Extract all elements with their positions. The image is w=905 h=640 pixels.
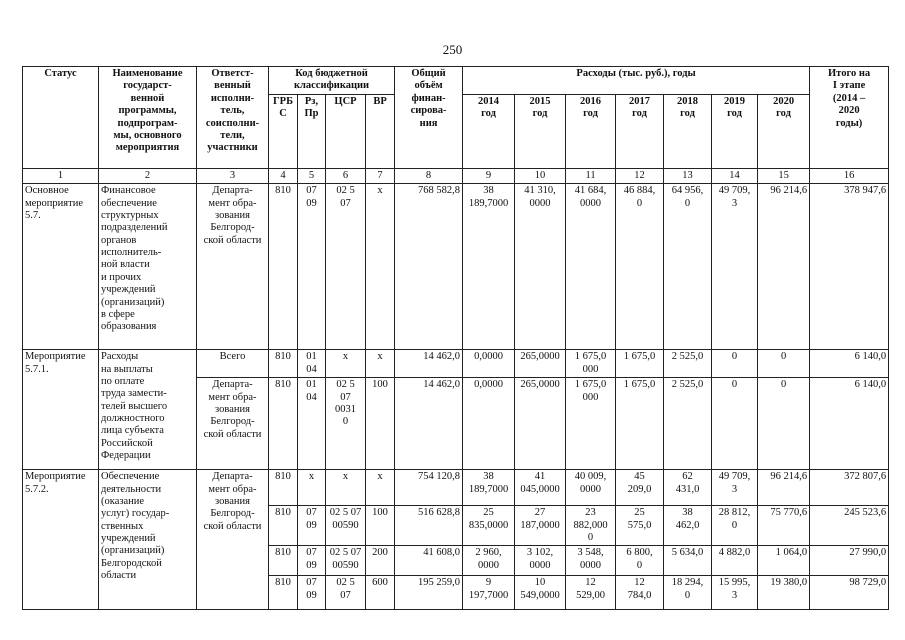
cell-total: 768 582,8 [395,184,463,350]
cell-2018: 64 956, 0 [664,184,712,350]
header-responsible: Ответст- венный исполни- тель, соисполни- тели, участники [197,67,269,169]
header-name: Наименование государст- венной программы, подпрограм- мы, основного мероприятия [99,67,197,169]
col-number: 2 [99,168,197,183]
col-number: 16 [810,168,889,183]
col-number: 4 [269,168,298,183]
cell-2019: 4 882,0 [712,546,758,576]
cell-2017: 45 209,0 [616,470,664,506]
header-rzpr: Рз, Пр [298,94,326,168]
cell-2017: 1 675,0 [616,350,664,378]
cell-rzpr: 07 09 [298,184,326,350]
page-number: 250 [442,42,463,57]
cell-2016: 23 882,000 0 [566,506,616,546]
header-grbs: ГРБ С [269,94,298,168]
cell-csr: 02 5 07 [326,184,366,350]
row-name: Финансовое обеспечение структурных подразделений органов исполнитель- ной власти и прочих учреждений (организаций) в сфере образования [99,184,197,350]
header-2014: 2014 год [463,94,515,168]
cell-stage-total: 6 140,0 [810,378,889,470]
row-responsible: Всего [197,350,269,378]
cell-total: 14 462,0 [395,350,463,378]
cell-2020: 96 214,6 [758,184,810,350]
cell-stage-total: 98 729,0 [810,576,889,610]
header-2016: 2016 год [566,94,616,168]
cell-grbs: 810 [269,350,298,378]
col-number: 12 [616,168,664,183]
cell-2019: 49 709, 3 [712,184,758,350]
cell-2015: 265,0000 [515,378,566,470]
cell-rzpr: 07 09 [298,546,326,576]
header-expenses: Расходы (тыс. руб.), годы [463,67,810,95]
cell-2020: 75 770,6 [758,506,810,546]
cell-vr: 600 [366,576,395,610]
cell-vr: х [366,470,395,506]
col-number: 11 [566,168,616,183]
col-number: 13 [664,168,712,183]
table-row [23,470,889,506]
row-status: Основное мероприятие 5.7. [23,184,99,350]
cell-csr: х [326,470,366,506]
cell-rzpr: х [298,470,326,506]
cell-2018: 38 462,0 [664,506,712,546]
cell-grbs: 810 [269,576,298,610]
header-2015: 2015 год [515,94,566,168]
cell-stage-total: 6 140,0 [810,350,889,378]
cell-2014: 38 189,7000 [463,470,515,506]
cell-2014: 0,0000 [463,378,515,470]
row-responsible: Департа- мент обра- зования Белгород- ской области [197,470,269,610]
cell-2016: 40 009, 0000 [566,470,616,506]
cell-2014: 0,0000 [463,350,515,378]
cell-csr: 02 5 07 00590 [326,506,366,546]
header-csr: ЦСР [326,94,366,168]
col-number: 14 [712,168,758,183]
col-number: 1 [23,168,99,183]
cell-grbs: 810 [269,378,298,470]
col-number: 10 [515,168,566,183]
header-budget-code: Код бюджетной классификации [269,67,395,95]
cell-vr: 200 [366,546,395,576]
cell-rzpr: 07 09 [298,576,326,610]
cell-2015: 10 549,0000 [515,576,566,610]
col-number: 15 [758,168,810,183]
cell-2019: 0 [712,378,758,470]
header-vr: ВР [366,94,395,168]
header-2017: 2017 год [616,94,664,168]
cell-csr: х [326,350,366,378]
cell-2016: 41 684, 0000 [566,184,616,350]
col-number: 8 [395,168,463,183]
row-responsible: Департа- мент обра- зования Белгород- ской области [197,378,269,470]
cell-2020: 0 [758,378,810,470]
cell-csr: 02 5 07 00590 [326,546,366,576]
cell-grbs: 810 [269,546,298,576]
cell-total: 516 628,8 [395,506,463,546]
table-row [23,184,889,350]
cell-grbs: 810 [269,470,298,506]
cell-2017: 12 784,0 [616,576,664,610]
cell-2018: 18 294, 0 [664,576,712,610]
cell-rzpr: 01 04 [298,350,326,378]
col-number: 6 [326,168,366,183]
cell-2016: 3 548, 0000 [566,546,616,576]
cell-2017: 25 575,0 [616,506,664,546]
cell-grbs: 810 [269,506,298,546]
col-number: 9 [463,168,515,183]
cell-total: 195 259,0 [395,576,463,610]
cell-2014: 25 835,0000 [463,506,515,546]
cell-2015: 41 310, 0000 [515,184,566,350]
header-total: Общий объём финан- сирова- ния [395,67,463,169]
cell-2018: 5 634,0 [664,546,712,576]
cell-rzpr: 07 09 [298,506,326,546]
cell-total: 14 462,0 [395,378,463,470]
row-status: Мероприятие 5.7.1. [23,350,99,470]
cell-csr: 02 5 07 0031 0 [326,378,366,470]
cell-2017: 1 675,0 [616,378,664,470]
cell-vr: х [366,350,395,378]
cell-2019: 28 812, 0 [712,506,758,546]
cell-total: 754 120,8 [395,470,463,506]
cell-2016: 1 675,0 000 [566,350,616,378]
cell-2016: 12 529,00 [566,576,616,610]
cell-2015: 41 045,0000 [515,470,566,506]
col-number: 3 [197,168,269,183]
cell-2020: 19 380,0 [758,576,810,610]
header-2018: 2018 год [664,94,712,168]
cell-vr: 100 [366,378,395,470]
cell-2019: 15 995, 3 [712,576,758,610]
cell-2017: 6 800, 0 [616,546,664,576]
cell-2018: 62 431,0 [664,470,712,506]
cell-2014: 2 960, 0000 [463,546,515,576]
cell-2019: 0 [712,350,758,378]
cell-2015: 3 102, 0000 [515,546,566,576]
table-row [23,350,889,378]
col-number: 5 [298,168,326,183]
budget-table [22,66,889,610]
cell-2019: 49 709, 3 [712,470,758,506]
row-status: Мероприятие 5.7.2. [23,470,99,610]
row-responsible: Департа- мент обра- зования Белгород- ской области [197,184,269,350]
cell-vr: 100 [366,506,395,546]
cell-2018: 2 525,0 [664,350,712,378]
cell-stage-total: 372 807,6 [810,470,889,506]
cell-2014: 9 197,7000 [463,576,515,610]
cell-stage-total: 378 947,6 [810,184,889,350]
cell-rzpr: 01 04 [298,378,326,470]
cell-2015: 265,0000 [515,350,566,378]
col-number: 7 [366,168,395,183]
cell-2020: 1 064,0 [758,546,810,576]
cell-grbs: 810 [269,184,298,350]
cell-2020: 0 [758,350,810,378]
cell-2017: 46 884, 0 [616,184,664,350]
cell-vr: х [366,184,395,350]
cell-stage-total: 245 523,6 [810,506,889,546]
header-status: Статус [23,67,99,169]
cell-csr: 02 5 07 [326,576,366,610]
cell-2018: 2 525,0 [664,378,712,470]
cell-2014: 38 189,7000 [463,184,515,350]
cell-2016: 1 675,0 000 [566,378,616,470]
cell-2015: 27 187,0000 [515,506,566,546]
cell-2020: 96 214,6 [758,470,810,506]
row-name: Обеспечение деятельности (оказание услуг) государ- ственных учреждений (организаций) Белгородской области [99,470,197,610]
cell-total: 41 608,0 [395,546,463,576]
header-2019: 2019 год [712,94,758,168]
column-number-row [23,168,889,183]
row-name: Расходы на выплаты по оплате труда замести- телей высшего должностного лица субъекта Российской Федерации [99,350,197,470]
cell-stage-total: 27 990,0 [810,546,889,576]
header-2020: 2020 год [758,94,810,168]
header-stage-total: Итого на I этапе (2014 – 2020 годы) [810,67,889,169]
